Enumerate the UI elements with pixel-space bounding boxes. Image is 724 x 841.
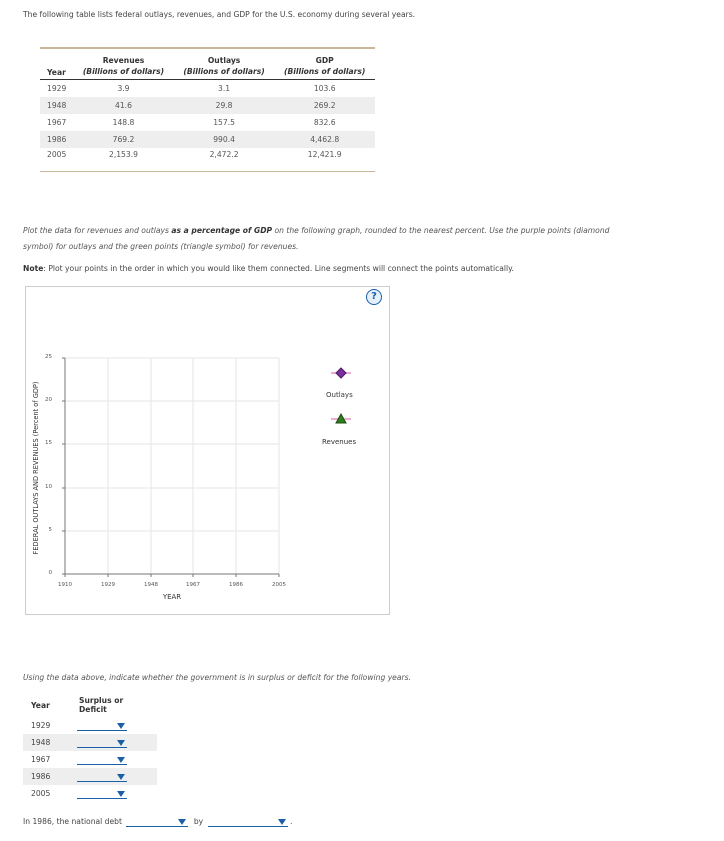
dropdown-arrow-icon [117, 757, 125, 763]
debt-suffix: . [290, 817, 293, 826]
col-units-outlays: (Billions of dollars) [174, 66, 275, 80]
cell-select [71, 751, 157, 768]
cell-outlays: 990.4 [174, 131, 275, 148]
col-units-revenues: (Billions of dollars) [73, 66, 174, 80]
cell-year: 1967 [31, 755, 51, 764]
debt-middle: by [193, 817, 204, 826]
table-row [40, 80, 375, 98]
intro-text: The following table lists federal outlays, revenues, and GDP for the U.S. economy during several years. [23, 10, 416, 19]
legend-outlays-label: Outlays [326, 391, 353, 399]
dropdown-arrow-icon [117, 723, 125, 729]
y-tick-label: 0 [48, 570, 52, 576]
col-header-revenues: Revenues [102, 56, 145, 65]
legend-revenues-label: Revenues [322, 438, 357, 446]
cell-year: 2005 [31, 789, 51, 798]
table-row [23, 734, 157, 751]
dropdown-arrow-icon [178, 819, 186, 825]
x-tick-label: 1910 [58, 582, 72, 588]
note-label: Note [23, 264, 44, 273]
surplus-deficit-dropdown[interactable] [77, 772, 127, 782]
col-header-year: Year [40, 66, 73, 80]
diamond-icon [336, 368, 346, 378]
cell-year: 1929 [47, 84, 67, 93]
y-tick-label: 5 [48, 527, 52, 533]
cell-select [71, 768, 157, 785]
col-header-outlays: Outlays [207, 56, 241, 65]
x-tick-label: 1986 [229, 582, 243, 588]
table-row [40, 114, 375, 131]
cell-year: 1967 [47, 118, 67, 127]
plot-instructions [23, 223, 623, 255]
note-text [23, 264, 514, 273]
cell-year: 1986 [23, 768, 71, 785]
dropdown-arrow-icon [117, 774, 125, 780]
cell-revenues: 2,153.9 [73, 148, 174, 172]
surplus-deficit-dropdown[interactable] [77, 789, 127, 799]
y-tick-label: 15 [45, 440, 52, 446]
cell-revenues: 148.8 [112, 118, 135, 127]
x-tick-label: 1948 [144, 582, 158, 588]
x-tick-label: 1929 [101, 582, 115, 588]
debt-change-dropdown[interactable] [126, 817, 188, 827]
cell-gdp: 269.2 [274, 97, 375, 114]
col-header-surplus-deficit: Surplus or Deficit [79, 696, 124, 714]
surplus-deficit-dropdown[interactable] [77, 738, 127, 748]
national-debt-sentence [23, 817, 292, 827]
cell-year: 1948 [40, 97, 73, 114]
cell-year: 1929 [31, 721, 51, 730]
cell-gdp: 12,421.9 [274, 148, 375, 172]
col-header-year-spacer [40, 48, 73, 66]
dropdown-arrow-icon [117, 740, 125, 746]
federal-data-table [40, 48, 375, 172]
cell-revenues: 3.9 [117, 84, 130, 93]
plot-instructions-part1: Plot the data for revenues and outlays [23, 226, 172, 235]
cell-select [71, 734, 157, 751]
cell-outlays: 157.5 [213, 118, 235, 127]
y-tick-label: 10 [45, 484, 52, 490]
x-tick-label: 1967 [186, 582, 200, 588]
cell-gdp: 832.6 [313, 118, 336, 127]
cell-outlays: 3.1 [218, 84, 231, 93]
cell-year: 1948 [23, 734, 71, 751]
note-body: : Plot your points in the order in which you would like them connected. Line segments will connect the points automatically. [43, 264, 514, 273]
col-units-gdp: (Billions of dollars) [274, 66, 375, 80]
col-header-gdp: GDP [315, 56, 334, 65]
cell-gdp: 103.6 [313, 84, 336, 93]
plot-instructions-bold: as a percentage of GDP [171, 226, 273, 235]
table-row [40, 148, 375, 172]
cell-select [71, 785, 157, 802]
surplus-deficit-dropdown[interactable] [77, 721, 127, 731]
table-row [40, 131, 375, 148]
table-row [23, 717, 157, 734]
cell-revenues: 769.2 [73, 131, 174, 148]
revenues-triangle-tool[interactable] [330, 412, 352, 428]
surplus-question: Using the data above, indicate whether the government is in surplus or deficit for the following years. [23, 673, 412, 682]
graph-panel[interactable] [25, 286, 390, 615]
table-row [40, 97, 375, 114]
table-row [23, 768, 157, 785]
y-axis-label: FEDERAL OUTLAYS AND REVENUES (Percent of GDP) [32, 381, 40, 555]
table-row [23, 785, 157, 802]
cell-select [71, 717, 157, 734]
outlays-diamond-tool[interactable] [330, 366, 352, 382]
col-header-year: Year [31, 700, 50, 710]
table-row [23, 751, 157, 768]
dropdown-arrow-icon [278, 819, 286, 825]
cell-outlays: 29.8 [174, 97, 275, 114]
cell-revenues: 41.6 [73, 97, 174, 114]
cell-year: 1986 [40, 131, 73, 148]
debt-prefix: In 1986, the national debt [23, 817, 122, 826]
plot-instructions-part2: on the following graph, rounded to the nearest percent. Use the purple points (diamond symbol) for outlays and the green points (triangle symbol) for revenues. [23, 226, 610, 251]
cell-year: 2005 [40, 148, 73, 172]
x-axis-label: YEAR [162, 593, 182, 601]
y-tick-label: 25 [45, 354, 52, 360]
help-icon[interactable]: ? [366, 289, 382, 305]
surplus-deficit-dropdown[interactable] [77, 755, 127, 765]
cell-outlays: 2,472.2 [174, 148, 275, 172]
y-tick-label: 20 [45, 397, 52, 403]
cell-gdp: 4,462.8 [274, 131, 375, 148]
debt-amount-dropdown[interactable] [208, 817, 288, 827]
x-tick-label: 2005 [272, 582, 286, 588]
dropdown-arrow-icon [117, 791, 125, 797]
surplus-deficit-table [23, 694, 157, 802]
